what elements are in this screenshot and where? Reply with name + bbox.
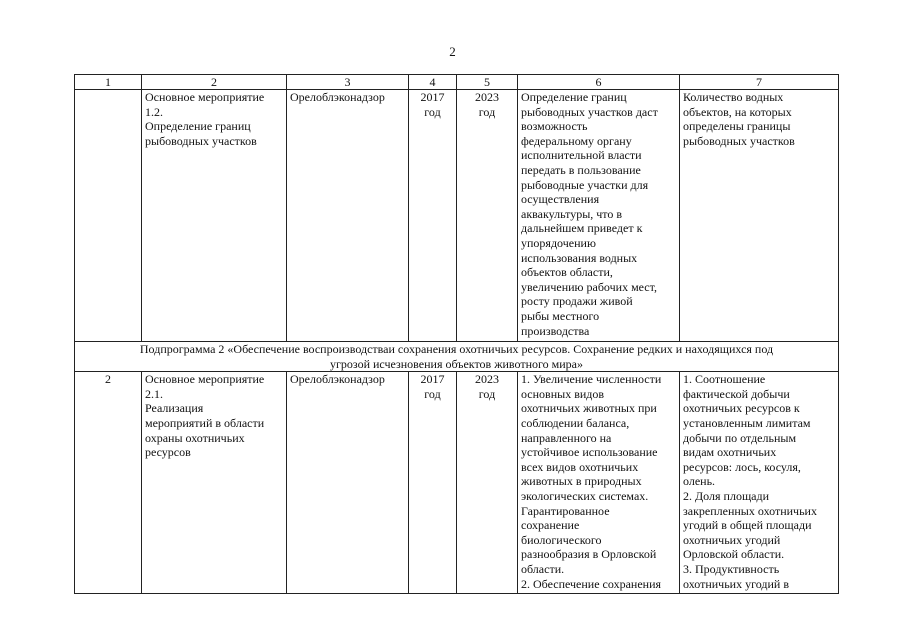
subprogram-row	[75, 342, 839, 372]
result-line: животных в природных	[521, 474, 642, 489]
column-number: 7	[680, 75, 839, 90]
executor-cell: Орелоблэконадзор	[287, 90, 409, 342]
start-year-cell	[409, 372, 457, 594]
start-year-cell	[409, 90, 457, 342]
column-number-row	[75, 75, 839, 90]
end-year-cell	[457, 372, 518, 594]
column-number: 3	[287, 75, 409, 90]
end-year: 2023	[475, 90, 499, 104]
indicator-line: Орловской области.	[683, 547, 785, 562]
result-line: аквакультуры, что в	[521, 206, 623, 221]
end-year: 2023	[475, 372, 499, 387]
result-line: сохранение	[521, 518, 580, 533]
indicator-line: фактической добычи	[683, 386, 790, 401]
page-number: 2	[449, 44, 456, 59]
result-line: устойчивое использование	[521, 445, 658, 460]
indicator-line: объектов, на которых	[683, 104, 792, 119]
column-number: 4	[409, 75, 457, 90]
column-number: 5	[457, 75, 518, 90]
row-number: 2	[75, 372, 142, 594]
result-cell	[518, 90, 680, 342]
result-line: возможность	[521, 119, 588, 134]
result-line: федеральному органу	[521, 133, 632, 148]
start-year-unit: год	[424, 104, 441, 119]
event-line: рыбоводных участков	[145, 133, 257, 148]
indicator-cell	[680, 372, 839, 594]
indicator-line: 1. Соотношение	[683, 372, 766, 387]
indicator-line: Количество водных	[683, 90, 784, 104]
result-line: дальнейшем приведет к	[521, 221, 643, 236]
table-row	[75, 90, 839, 342]
indicator-line: закрепленных охотничьих	[683, 503, 817, 518]
result-line: области.	[521, 561, 565, 576]
indicator-line: ресурсов: лось, косуля,	[683, 459, 801, 474]
result-line: использования водных	[521, 250, 638, 265]
result-line: направленного на	[521, 430, 612, 445]
result-line: рыбы местного	[521, 308, 600, 323]
end-year-unit: год	[478, 386, 496, 401]
indicator-line: угодий в общей площади	[683, 518, 812, 533]
end-year-cell	[457, 90, 518, 342]
result-line: росту продажи живой	[521, 294, 633, 309]
start-year: 2017	[420, 90, 445, 104]
start-year: 2017	[420, 372, 445, 387]
indicator-line: видам охотничьих	[683, 445, 777, 460]
result-line: упорядочению	[521, 235, 596, 250]
event-line: ресурсов	[145, 445, 191, 460]
result-line: передать в пользование	[521, 162, 641, 177]
column-number: 6	[518, 75, 680, 90]
result-line: рыбоводные участки для	[521, 177, 649, 192]
result-line: увеличению рабочих мест,	[521, 279, 657, 294]
event-line: Реализация	[145, 401, 204, 416]
column-number: 2	[142, 75, 287, 90]
indicator-line: 3. Продуктивность	[683, 561, 780, 576]
result-line: соблюдении баланса,	[521, 415, 630, 430]
subprogram-line: угрозой исчезновения объектов животного мира»	[329, 356, 583, 371]
result-line: охотничьих животных при	[521, 401, 657, 416]
row-number	[75, 90, 142, 342]
event-line: Определение границ	[145, 119, 251, 134]
event-line: Основное мероприятие	[145, 372, 265, 387]
end-year-unit: год	[478, 104, 496, 119]
subprogram-line: Подпрограмма 2 «Обеспечение воспроизводстваи сохранения охотничьих ресурсов. Сохранение редких и находящихся под	[139, 342, 774, 356]
indicator-line: добычи по отдельным	[683, 430, 797, 445]
result-line: Гарантированное	[521, 503, 610, 518]
executor-cell: Орелоблэконадзор	[287, 372, 409, 594]
event-line: охраны охотничьих	[145, 430, 245, 445]
result-line: объектов области,	[521, 265, 613, 280]
result-line: 2. Обеспечение сохранения	[521, 576, 662, 591]
indicator-line: установленным лимитам	[683, 415, 811, 430]
event-cell	[142, 372, 287, 594]
indicator-line: олень.	[683, 474, 716, 489]
result-line: исполнительной власти	[521, 148, 642, 163]
event-cell	[142, 90, 287, 342]
indicator-line: рыбоводных участков	[683, 133, 795, 148]
result-line: Определение границ	[521, 90, 627, 104]
result-line: биологического	[521, 532, 602, 547]
event-line: 1.2.	[145, 104, 163, 119]
result-line: разнообразия в Орловской	[521, 547, 657, 562]
measures-table	[74, 74, 839, 594]
result-line: всех видов охотничьих	[521, 459, 639, 474]
indicator-line: охотничьих ресурсов к	[683, 401, 800, 416]
result-line: экологических системах.	[521, 488, 649, 503]
result-line: осуществления	[521, 192, 600, 207]
event-line: 2.1.	[145, 386, 163, 401]
result-line: производства	[521, 323, 590, 338]
event-line: Основное мероприятие	[145, 90, 265, 104]
result-line: 1. Увеличение численности	[521, 372, 662, 387]
start-year-unit: год	[424, 386, 441, 401]
indicator-line: 2. Доля площади	[683, 488, 770, 503]
table-row	[75, 372, 839, 594]
indicator-cell	[680, 90, 839, 342]
subprogram-title	[75, 342, 839, 372]
result-line: основных видов	[521, 386, 605, 401]
event-line: мероприятий в области	[145, 415, 265, 430]
indicator-line: определены границы	[683, 119, 791, 134]
result-cell	[518, 372, 680, 594]
column-number: 1	[75, 75, 142, 90]
indicator-line: охотничьих угодий	[683, 532, 781, 547]
result-line: рыбоводных участков даст	[521, 104, 658, 119]
indicator-line: охотничьих угодий в	[683, 576, 789, 591]
